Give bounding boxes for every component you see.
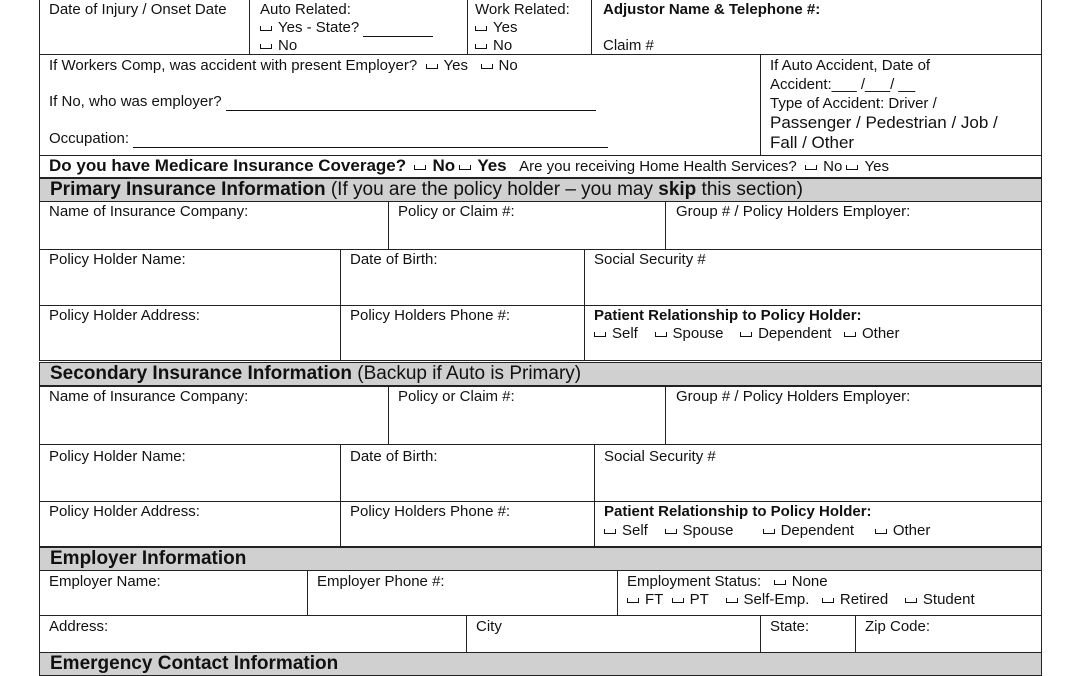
- primary-relationship-label: Patient Relationship to Policy Holder:: [594, 307, 862, 324]
- secondary-ssn-field[interactable]: Social Security #: [604, 448, 716, 465]
- checkbox[interactable]: [665, 529, 677, 534]
- divider: [388, 201, 389, 250]
- checkbox[interactable]: [774, 580, 786, 585]
- primary-policy-field[interactable]: Policy or Claim #:: [398, 203, 515, 220]
- checkbox[interactable]: [604, 529, 616, 534]
- previous-employer-field[interactable]: If No, who was employer?: [49, 93, 596, 111]
- primary-holder-name-field[interactable]: Policy Holder Name:: [49, 251, 186, 268]
- employer-zip-field[interactable]: Zip Code:: [865, 618, 931, 635]
- divider: [340, 249, 341, 306]
- employment-status-options: FT PT Self-Emp. Retired Student: [627, 591, 975, 609]
- secondary-relationship-options: Self Spouse Dependent Other: [604, 522, 930, 540]
- injury-date-label: Date of Injury / Onset Date: [49, 1, 227, 18]
- occupation-field[interactable]: Occupation:: [49, 130, 608, 148]
- checkbox[interactable]: [846, 165, 858, 170]
- secondary-phone-field[interactable]: Policy Holders Phone #:: [350, 503, 511, 520]
- primary-address-field[interactable]: Policy Holder Address:: [49, 307, 200, 324]
- secondary-group-field[interactable]: Group # / Policy Holders Employer:: [676, 388, 911, 405]
- work-yes-option[interactable]: Yes: [475, 19, 517, 37]
- divider: [467, 0, 468, 55]
- secondary-policy-field[interactable]: Policy or Claim #:: [398, 388, 515, 405]
- primary-relationship-options: Self Spouse Dependent Other: [594, 325, 900, 343]
- auto-no-option[interactable]: No: [260, 37, 297, 55]
- primary-ssn-field[interactable]: Social Security #: [594, 251, 706, 268]
- checkbox[interactable]: [905, 598, 917, 603]
- checkbox[interactable]: [763, 529, 775, 534]
- divider: [617, 570, 618, 616]
- secondary-relationship-label: Patient Relationship to Policy Holder:: [604, 503, 872, 520]
- accident-type-options[interactable]: Passenger / Pedestrian / Job /: [770, 113, 998, 132]
- checkbox[interactable]: [805, 165, 817, 170]
- auto-accident-line1: If Auto Accident, Date of: [770, 57, 931, 74]
- divider: [249, 0, 250, 55]
- divider: [594, 444, 595, 502]
- checkbox[interactable]: [475, 44, 487, 49]
- primary-row2: [39, 249, 1042, 306]
- checkbox[interactable]: [260, 26, 272, 31]
- divider: [591, 0, 592, 55]
- primary-group-field[interactable]: Group # / Policy Holders Employer:: [676, 203, 911, 220]
- emergency-contact-header: Emergency Contact Information: [39, 652, 1042, 676]
- divider: [665, 201, 666, 250]
- secondary-address-field[interactable]: Policy Holder Address:: [49, 503, 200, 520]
- checkbox[interactable]: [726, 598, 738, 603]
- primary-insurance-header: Primary Insurance Information (If you are the policy holder – you may skip this section): [39, 178, 1042, 202]
- checkbox[interactable]: [414, 165, 426, 170]
- checkbox[interactable]: [875, 529, 887, 534]
- divider: [594, 501, 595, 547]
- secondary-row2: [39, 444, 1042, 502]
- checkbox[interactable]: [844, 332, 856, 337]
- employer-address-field[interactable]: Address:: [49, 618, 109, 635]
- employment-status-label: Employment Status: None: [627, 573, 828, 590]
- primary-dob-field[interactable]: Date of Birth:: [350, 251, 438, 268]
- divider: [340, 305, 341, 361]
- auto-accident-date[interactable]: Accident:___ /___/ __: [770, 76, 916, 93]
- checkbox[interactable]: [822, 598, 834, 603]
- adjustor-label: Adjustor Name & Telephone #:: [603, 1, 821, 18]
- employer-phone-field[interactable]: Employer Phone #:: [317, 573, 445, 590]
- workers-comp-question: If Workers Comp, was accident with present Employer? Yes No: [49, 57, 518, 74]
- divider: [760, 54, 761, 156]
- divider: [388, 386, 389, 445]
- checkbox[interactable]: [627, 598, 639, 603]
- accident-type-label: Type of Accident: Driver /: [770, 95, 937, 112]
- checkbox[interactable]: [459, 165, 471, 170]
- divider: [584, 249, 585, 306]
- primary-company-field[interactable]: Name of Insurance Company:: [49, 203, 249, 220]
- divider: [855, 615, 856, 653]
- divider: [340, 444, 341, 502]
- checkbox[interactable]: [672, 598, 684, 603]
- checkbox[interactable]: [475, 26, 487, 31]
- divider: [307, 570, 308, 616]
- claim-field[interactable]: Claim #: [603, 37, 978, 55]
- medicare-question: Do you have Medicare Insurance Coverage? No Yes Are you receiving Home Health Services? No Yes: [49, 156, 889, 175]
- primary-phone-field[interactable]: Policy Holders Phone #:: [350, 307, 511, 324]
- checkbox[interactable]: [426, 64, 438, 69]
- secondary-insurance-header: Secondary Insurance Information (Backup if Auto is Primary): [39, 362, 1042, 386]
- checkbox[interactable]: [481, 64, 493, 69]
- work-related-label: Work Related:: [475, 1, 570, 18]
- secondary-dob-field[interactable]: Date of Birth:: [350, 448, 438, 465]
- checkbox[interactable]: [594, 332, 606, 337]
- auto-yes-option[interactable]: Yes - State?: [260, 19, 433, 37]
- employer-name-field[interactable]: Employer Name:: [49, 573, 161, 590]
- accident-type-options-2[interactable]: Fall / Other: [770, 133, 855, 152]
- checkbox[interactable]: [260, 44, 272, 49]
- divider: [665, 386, 666, 445]
- secondary-company-field[interactable]: Name of Insurance Company:: [49, 388, 249, 405]
- employer-city-field[interactable]: City: [476, 618, 502, 635]
- secondary-holder-name-field[interactable]: Policy Holder Name:: [49, 448, 186, 465]
- divider: [584, 305, 585, 361]
- auto-related-label: Auto Related:: [260, 1, 351, 18]
- divider: [760, 615, 761, 653]
- employer-header: Employer Information: [39, 547, 1042, 571]
- checkbox[interactable]: [655, 332, 667, 337]
- divider: [340, 501, 341, 547]
- work-no-option[interactable]: No: [475, 37, 512, 55]
- checkbox[interactable]: [740, 332, 752, 337]
- divider: [466, 615, 467, 653]
- employer-state-field[interactable]: State:: [770, 618, 810, 635]
